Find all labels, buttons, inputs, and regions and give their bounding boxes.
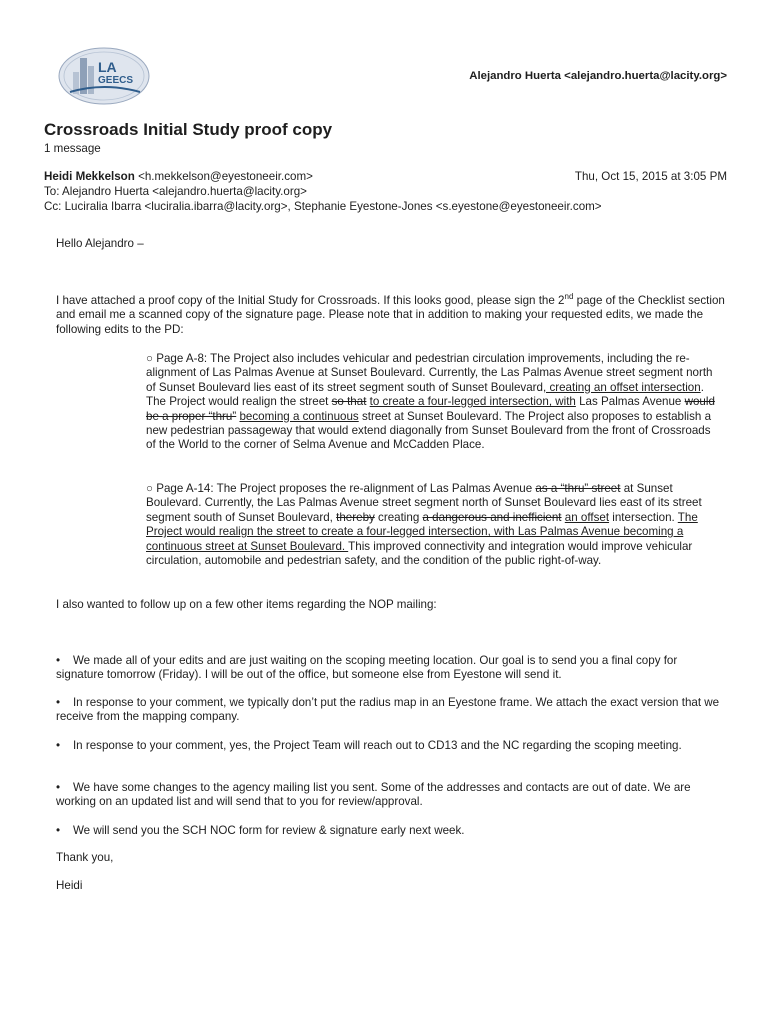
- intro-text-1: I have attached a proof copy of the Initial Study for Crossroads. If this looks good, please sign the 2: [56, 294, 565, 307]
- list-item: [56, 696, 728, 725]
- intro-paragraph: [56, 294, 736, 337]
- list-item-text: In response to your comment, we typically don’t put the radius map in an Eyestone frame. We attach the exact version that we receive from the mapping company.: [56, 696, 720, 724]
- followup-paragraph: I also wanted to follow up on a few other items regarding the NOP mailing:: [56, 598, 437, 611]
- bullet-icon: •: [56, 824, 61, 837]
- from-line: [44, 170, 313, 184]
- list-item: [56, 739, 728, 753]
- edit-text: . The Project would realign the street: [146, 380, 704, 409]
- intro-superscript: nd: [564, 292, 574, 302]
- bullet-icon: •: [56, 654, 61, 667]
- bullet-icon: •: [56, 696, 61, 709]
- sender-name: Heidi Mekkelson: [44, 170, 135, 183]
- closing: Thank you,: [56, 851, 114, 864]
- email-subject: Crossroads Initial Study proof copy: [44, 120, 333, 139]
- inserted-text: to create a four-legged intersection, with: [369, 395, 576, 409]
- deleted-text: would be a proper “thru”: [146, 395, 715, 423]
- cc-line: Cc: Luciralia Ibarra <luciralia.ibarra@lacity.org>, Stephanie Eyestone-Jones <s.eyestone@eyestoneeir.com>: [44, 200, 602, 213]
- inserted-text: becoming a continuous: [239, 409, 359, 423]
- greeting: Hello Alejandro –: [56, 237, 144, 250]
- list-item-text: We will send you the SCH NOC form for review & signature early next week.: [72, 824, 465, 837]
- edit-text: at Sunset Boulevard. Currently, the Las Palmas Avenue street segment north of Sunset Boulevard lies east of its street segment south of Sunset Boulevard,: [146, 482, 702, 524]
- edit-text: Page A-8: The Project also includes vehicular and pedestrian circulation improvements, including the re-alignment of Las Palmas Avenue at Sunset Boulevard. Currently, the Las Palmas Avenue street segment north of Sunset Boulevard lies east of its street segment south of Sunset Boulevard: [146, 352, 713, 394]
- deleted-text: a dangerous and inefficient: [422, 510, 562, 524]
- list-item-text: We have some changes to the agency mailing list you sent. Some of the addresses and contacts are out of date. We are working on an updated list and will send that to you for review/approval.: [56, 781, 691, 809]
- edit-text: creating: [374, 510, 423, 524]
- la-geecs-logo: [58, 46, 152, 106]
- edit-item-page-a14: [146, 482, 720, 568]
- intro-text-2: page of the Checklist section and email me a scanned copy of the signature page. Please note that in addition to making your requested edits, we made the following edits to the PD:: [56, 294, 725, 336]
- edit-text: street at Sunset Boulevard. The Project also proposes to establish a new pedestrian passageway that would extend diagonally from Sunset Boulevard from the front of Crossroads of the World to the corner of Selma Avenue and McCadden Place.: [146, 409, 712, 452]
- edit-text: Las Palmas Avenue: [575, 395, 685, 409]
- signature: Heidi: [56, 879, 83, 892]
- sender-address[interactable]: <h.mekkelson@eyestoneeir.com>: [134, 170, 313, 183]
- logo-text: LA: [98, 59, 117, 75]
- list-item: [56, 781, 728, 810]
- edit-text: This improved connectivity and integration would improve vehicular circulation, automobile and pedestrian safety, and the condition of the public right-of-way.: [146, 539, 693, 568]
- to-line: To: Alejandro Huerta <alejandro.huerta@lacity.org>: [44, 185, 307, 198]
- list-item: [56, 824, 728, 838]
- inserted-text: The Project would realign the street to create a four-legged intersection, with Las Palmas Avenue becoming a continuous street at Sunset Boulevard.: [146, 510, 698, 553]
- edit-item-page-a8: [146, 352, 720, 453]
- circle-bullet-icon: ○: [146, 482, 154, 495]
- circle-bullet-icon: ○: [146, 352, 154, 365]
- list-item-text: In response to your comment, yes, the Project Team will reach out to CD13 and the NC regarding the scoping meeting.: [72, 739, 682, 752]
- mailbox-owner: Alejandro Huerta <alejandro.huerta@lacity.org>: [469, 70, 727, 82]
- email-date: Thu, Oct 15, 2015 at 3:05 PM: [574, 170, 727, 183]
- inserted-text: an offset: [564, 510, 610, 524]
- bullet-icon: •: [56, 781, 61, 794]
- list-item: [56, 654, 728, 683]
- edit-text: Page A-14: The Project proposes the re-alignment of Las Palmas Avenue: [153, 482, 536, 495]
- list-item-text: We made all of your edits and are just waiting on the scoping meeting location. Our goal is to send you a final copy for signature tomorrow (Friday). I will be out of the office, but someone else from Eyestone will send it.: [56, 654, 678, 682]
- bullet-icon: •: [56, 739, 61, 752]
- edit-text: intersection.: [609, 510, 678, 524]
- logo-subtext: GEECS: [98, 75, 134, 86]
- inserted-text: , creating an offset intersection: [543, 380, 701, 394]
- deleted-text: so that: [331, 395, 367, 409]
- message-count: 1 message: [44, 142, 101, 155]
- deleted-text: as a “thru” street: [535, 482, 621, 495]
- deleted-text: thereby: [336, 510, 375, 524]
